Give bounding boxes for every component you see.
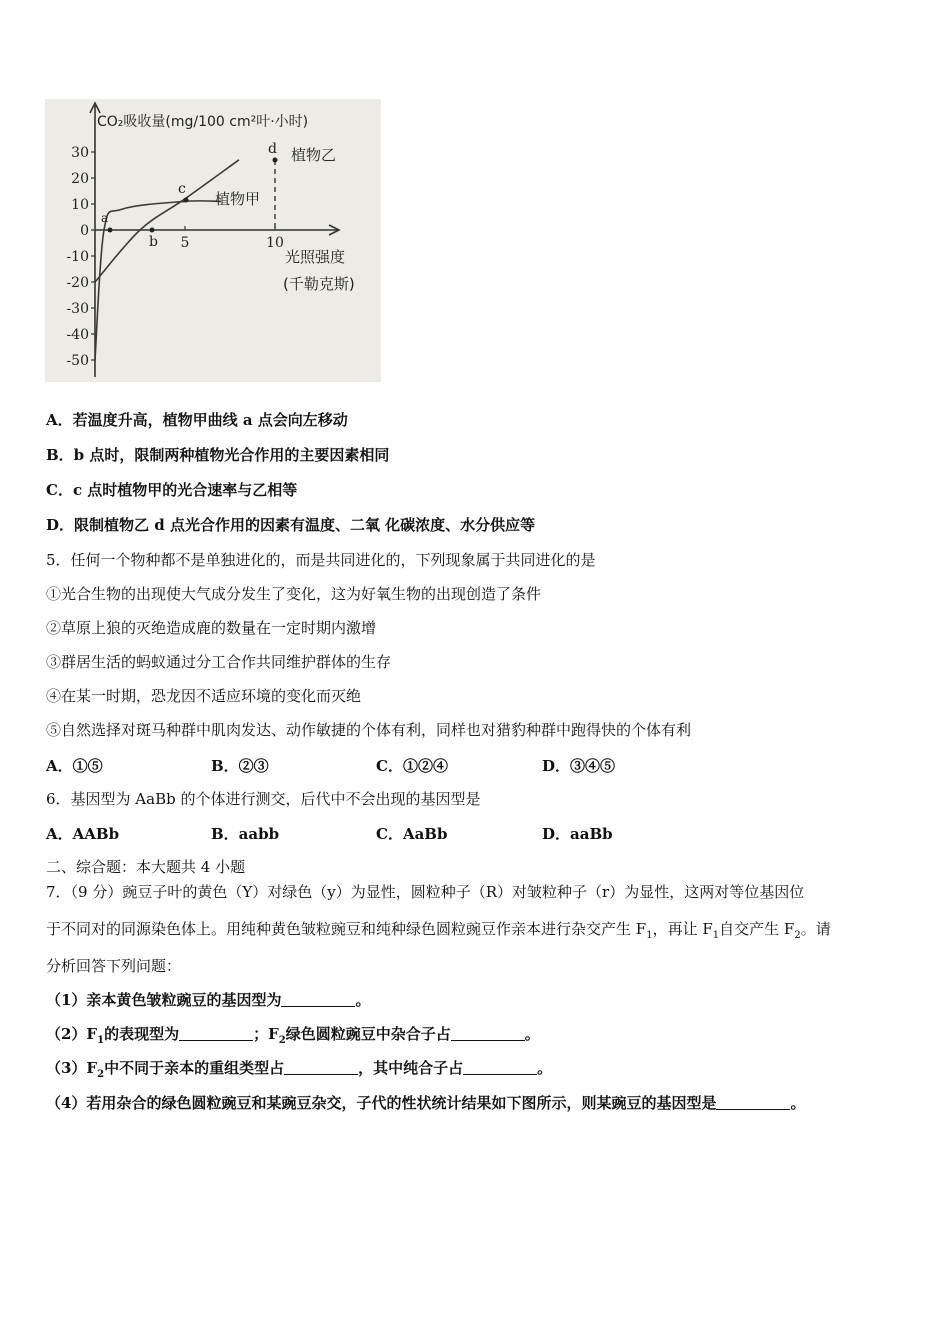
y-tick-label: 20 — [71, 171, 89, 187]
series-label-jia: 植物甲 — [215, 190, 261, 208]
q5-item-4: ④在某一时期，恐龙因不适应环境的变化而灭绝 — [46, 687, 362, 705]
answer-blank[interactable] — [281, 992, 355, 1007]
y-tick-label: -40 — [66, 327, 89, 343]
y-tick-label: -20 — [66, 275, 89, 291]
q6-option-a: A．AABb — [46, 825, 120, 843]
answer-blank[interactable] — [716, 1095, 790, 1110]
y-tick-label: -10 — [66, 249, 89, 265]
q6-option-b: B．aabb — [211, 825, 280, 843]
series-label-yi: 植物乙 — [291, 146, 337, 164]
y-tick-label: 0 — [80, 223, 89, 239]
q7-line-2: 于不同对的同源染色体上。用纯种黄色皱粒豌豆和纯种绿色圆粒豌豆作亲本进行杂交产生 $F_1$，再让 $F_1$自交产生 $F_2$。请 — [46, 920, 831, 941]
q4-option-d: D．限制植物乙 d 点光合作用的因素有温度、二氧 化碳浓度、水分供应等 — [46, 516, 536, 534]
x-tick-label: 5 — [180, 235, 190, 251]
y-tick-label: 10 — [71, 197, 89, 213]
point-label-d: d — [268, 141, 277, 157]
point-label-a: a — [101, 211, 109, 225]
answer-blank[interactable] — [179, 1026, 253, 1041]
y-tick-label: 30 — [71, 145, 89, 161]
q6-option-c: C．AaBb — [376, 825, 448, 843]
q5-option-d: D．③④⑤ — [542, 757, 616, 775]
answer-blank[interactable] — [463, 1060, 537, 1075]
q5-item-2: ②草原上狼的灭绝造成鹿的数量在一定时期内激增 — [46, 619, 377, 637]
q5-item-5: ⑤自然选择对斑马种群中肌肉发达、动作敏捷的个体有利，同样也对猎豹种群中跑得快的个体有利 — [46, 721, 692, 739]
q7-line-3: 分析回答下列问题： — [46, 957, 182, 975]
answer-blank[interactable] — [284, 1060, 358, 1075]
q5-item-3: ③群居生活的蚂蚁通过分工合作共同维护群体的生存 — [46, 653, 392, 671]
point-label-c: c — [178, 181, 186, 197]
q5-stem: 5．任何一个物种都不是单独进化的，而是共同进化的，下列现象属于共同进化的是 — [46, 551, 596, 569]
q5-option-b: B．②③ — [211, 757, 269, 775]
q7-part-2: $(2)F_1$的表现型为 ；$F_2$绿色圆粒豌豆中杂合子占 。 — [46, 1025, 540, 1046]
q6-option-d: D．aaBb — [542, 825, 613, 843]
point-d — [273, 158, 278, 163]
answer-blank[interactable] — [451, 1026, 525, 1041]
point-label-b: b — [149, 234, 158, 250]
point-b — [150, 228, 155, 233]
q5-option-c: C．①②④ — [376, 757, 448, 775]
q7-line-1: 7．（9 分）豌豆子叶的黄色（Y）对绿色（y）为显性，圆粒种子（R）对皱粒种子（r）为显性，这两对等位基因位 — [46, 883, 805, 901]
x-tick-label: 10 — [266, 235, 284, 251]
curve-plant-jia — [95, 201, 221, 360]
y-axis-title: CO₂吸收量(mg/100 cm²叶·小时) — [97, 114, 309, 130]
q6-stem: 6．基因型为 AaBb 的个体进行测交，后代中不会出现的基因型是 — [46, 790, 481, 808]
photosynthesis-chart — [45, 99, 381, 382]
x-axis-unit: (千勒克斯) — [283, 275, 355, 293]
q7-part-1: （1）亲本黄色皱粒豌豆的基因型为 。 — [46, 991, 371, 1009]
point-a — [108, 228, 113, 233]
chart-svg — [45, 99, 381, 382]
q7-part-4: （4）若用杂合的绿色圆粒豌豆和某豌豆杂交，子代的性状统计结果如下图所示，则某豌豆的基因型是 。 — [46, 1094, 806, 1112]
q4-option-b: B．b 点时，限制两种植物光合作用的主要因素相同 — [46, 446, 390, 464]
section-heading: 二、综合题：本大题共 4 小题 — [46, 858, 246, 876]
q4-option-a: A．若温度升高，植物甲曲线 a 点会向左移动 — [46, 411, 348, 429]
q5-option-a: A．①⑤ — [46, 757, 103, 775]
y-tick-label: -30 — [66, 301, 89, 317]
point-c — [184, 198, 189, 203]
q7-part-3: $(3)F_2$中不同于亲本的重组类型占 ，其中纯合子占 。 — [46, 1059, 553, 1080]
q5-item-1: ①光合生物的出现使大气成分发生了变化，这为好氧生物的出现创造了条件 — [46, 585, 542, 603]
y-tick-label: -50 — [66, 353, 89, 369]
curve-plant-yi — [95, 160, 239, 282]
x-axis-title: 光照强度 — [285, 248, 346, 266]
q4-option-c: C．c 点时植物甲的光合速率与乙相等 — [46, 481, 298, 499]
